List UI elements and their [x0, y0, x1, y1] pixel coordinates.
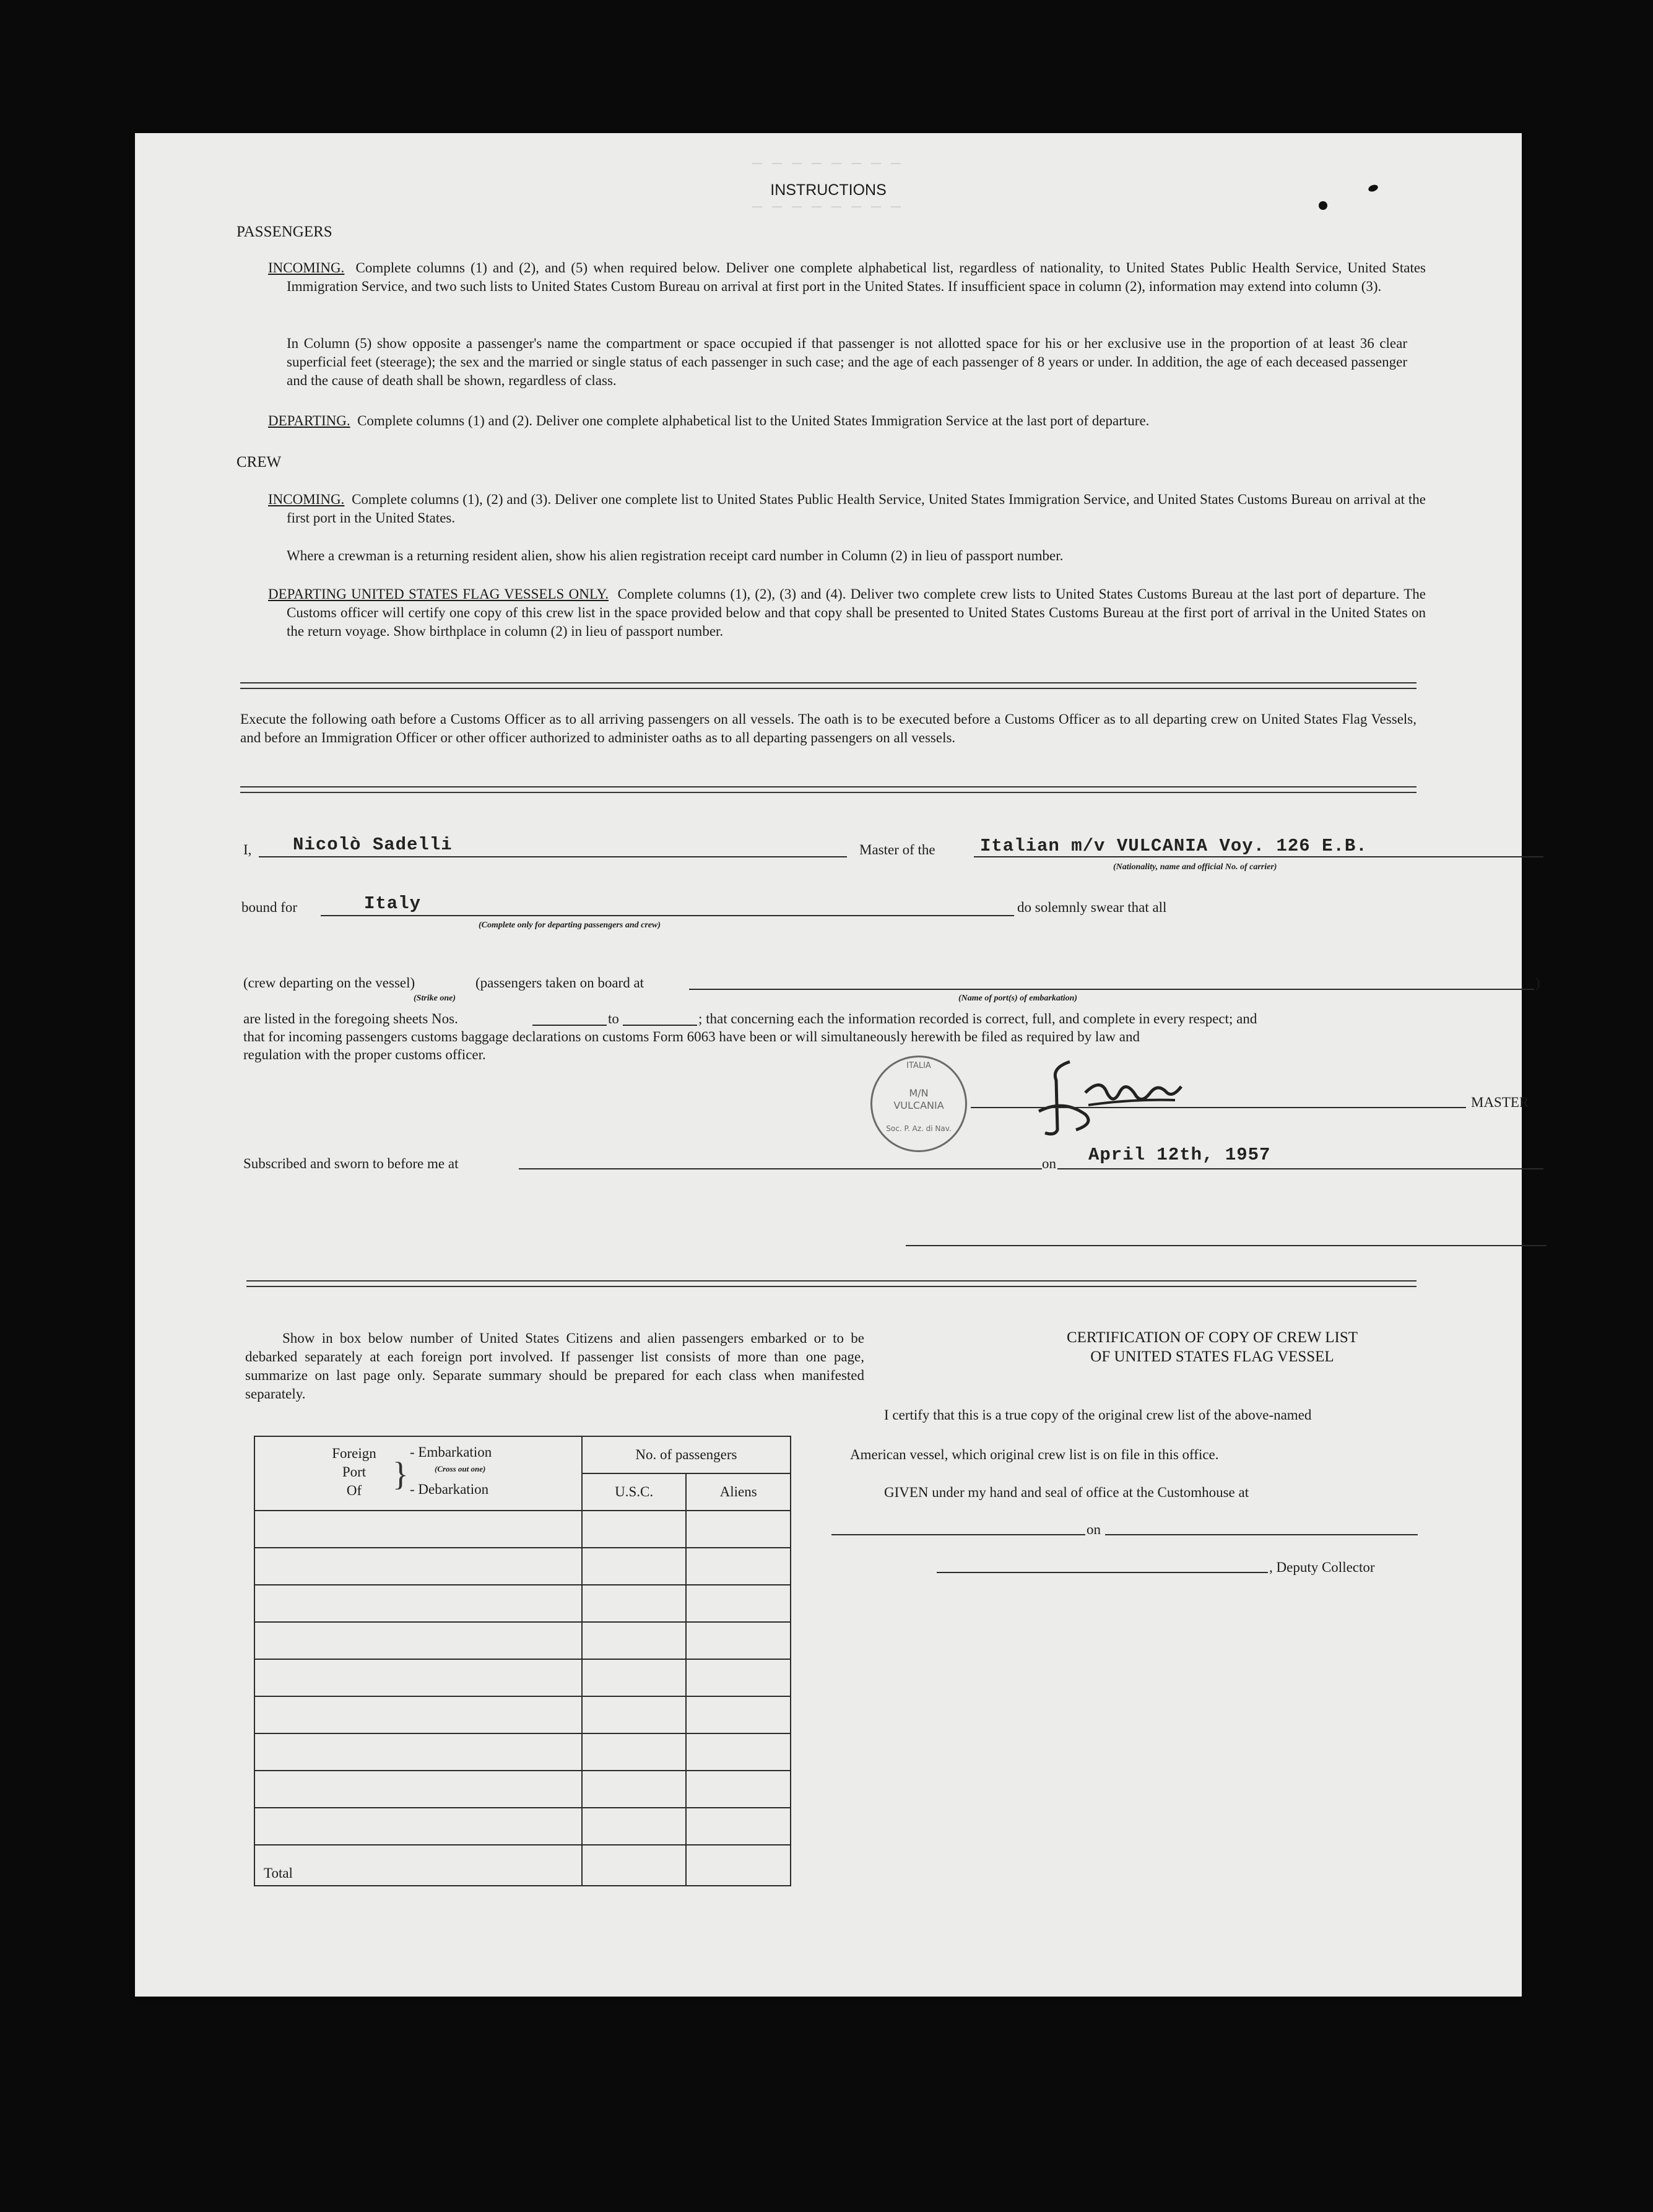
on-label: on: [1042, 1156, 1056, 1171]
passengers-departing-label: DEPARTING.: [268, 413, 350, 428]
sworn-date-line: [1057, 1168, 1543, 1169]
subscribed-label: Subscribed and sworn to before me at: [243, 1156, 459, 1171]
faint-header-top: — — — — — — — —: [752, 158, 905, 168]
certify-line1: I certify that this is a true copy of the original crew list of the above-named: [884, 1407, 1312, 1423]
close-paren: ): [1535, 975, 1540, 991]
certification-title-line2: OF UNITED STATES FLAG VESSEL: [1090, 1348, 1334, 1365]
port-header-cell: [254, 1436, 582, 1511]
aliens-header: Aliens: [686, 1473, 791, 1511]
passengers-incoming-text: Complete columns (1) and (2), and (5) when required below. Deliver one complete alphabetical list, regardless of nationality, to United States Public Health Service, United States Immigration Service, and two such lists to United States Custom Bureau on arrival at first port in the United States. If insufficient space in column (2), information may extend into column (3).: [287, 260, 1426, 294]
crew-departing-option: (crew departing on the vessel): [243, 975, 415, 991]
cross-out-caption: (Cross out one): [435, 1464, 486, 1473]
deputy-collector-line[interactable]: [937, 1572, 1268, 1573]
cert-date-line[interactable]: [1105, 1534, 1418, 1535]
faint-header-bottom: — — — — — — — —: [752, 201, 905, 212]
section-divider: [240, 786, 1417, 793]
stamp-line2: VULCANIA: [893, 1099, 944, 1111]
table-row: [254, 1659, 791, 1696]
certify-line2: American vessel, which original crew list is on file in this office.: [850, 1447, 1219, 1462]
listed-prefix: are listed in the foregoing sheets Nos.: [243, 1011, 458, 1026]
swear-text: do solemnly swear that all: [1017, 900, 1167, 915]
bound-for-label: bound for: [241, 900, 298, 915]
table-row: [254, 1808, 791, 1845]
subscribed-place-line[interactable]: [519, 1168, 1042, 1169]
stamp-ring-top: ITALIA: [906, 1061, 931, 1070]
oath-intro: Execute the following oath before a Customs Officer as to all arriving passengers on all vessels. The oath is to be executed before a Customs Officer as to all departing crew on United States Flag Vessels, and before an Immigration Officer or other officer authorized to administer oaths as to all departing passengers on all vessels.: [240, 711, 1417, 745]
to-label: to: [608, 1011, 619, 1026]
stamp-ring-bottom: Soc. P. Az. di Nav.: [886, 1124, 952, 1133]
section-divider: [246, 1280, 1417, 1287]
passenger-summary-table: [254, 1436, 791, 1886]
crew-incoming-label: INCOMING.: [268, 492, 345, 507]
crew-departing-instructions: [268, 585, 1426, 641]
sworn-date-field[interactable]: April 12th, 1957: [1088, 1145, 1271, 1165]
passengers-departing-instructions: [268, 412, 1407, 430]
master-name-line: [259, 856, 847, 857]
total-label: Total: [254, 1845, 582, 1886]
strike-caption: (Strike one): [414, 994, 456, 1003]
crew-departing-label: DEPARTING UNITED STATES FLAG VESSELS ONLY.: [268, 586, 609, 602]
crew-incoming-instructions: [268, 490, 1426, 527]
oath-i-label: I,: [243, 842, 252, 857]
passengers-board-option: (passengers taken on board at: [475, 975, 644, 991]
crew-resident-alien-note: Where a crewman is a returning resident alien, show his alien registration receipt card number in Column (2) in lieu of passport number.: [287, 548, 1064, 563]
vessel-field[interactable]: Italian m/v VULCANIA Voy. 126 E.B.: [980, 836, 1368, 856]
ports-caption: (Name of port(s) of embarkation): [958, 994, 1078, 1003]
table-row: [254, 1511, 791, 1548]
customhouse-place-line[interactable]: [831, 1534, 1085, 1535]
certification-title: [903, 1328, 1522, 1366]
crew-heading: CREW: [236, 454, 282, 471]
master-label: MASTER: [1471, 1095, 1529, 1110]
debarkation-label: - Debarkation: [410, 1481, 489, 1497]
vessel-seal-stamp: [870, 1056, 967, 1152]
foreign-label: Foreign: [332, 1446, 376, 1461]
no-passengers-header: No. of passengers: [582, 1436, 791, 1473]
table-row: [254, 1622, 791, 1659]
brace-glyph: }: [393, 1455, 409, 1493]
master-of-label: Master of the: [859, 842, 935, 857]
embarkation-label: - Embarkation: [410, 1444, 492, 1460]
master-signature-line[interactable]: [971, 1107, 1466, 1108]
listed-suffix: ; that concerning each the information recorded is correct, full, and complete in every respect; and: [698, 1011, 1257, 1026]
ink-spot-mark: [1319, 201, 1327, 210]
sheet-to-line[interactable]: [623, 1025, 697, 1026]
embarkation-ports-line[interactable]: [689, 989, 1534, 990]
bound-for-field[interactable]: Italy: [364, 893, 422, 914]
of-label: Of: [346, 1483, 362, 1498]
bound-for-line: [321, 915, 1014, 916]
summary-intro: Show in box below number of United States Citizens and alien passengers embarked or to be debarked separately at each foreign port involved. If passenger list consists of more than one page, summarize on last page only. Separate summary should be prepared for each class when manifested separately.: [245, 1330, 864, 1402]
crew-list-form-page: [135, 133, 1540, 1997]
given-text: GIVEN under my hand and seal of office at the Customhouse at: [884, 1485, 1249, 1500]
vessel-caption: (Nationality, name and official No. of carrier): [1113, 862, 1277, 872]
passengers-column5-instructions: In Column (5) show opposite a passenger's name the compartment or space occupied if that passenger is not allotted space for his or her exclusive use in the proportion of at least 36 clear superficial feet (steerage); the sex and the married or single status of each passenger in such case; and the age of each passenger of 8 years or under. In addition, the age of each deceased passenger and the cause of death shall be shown, regardless of class.: [287, 336, 1407, 388]
passengers-heading: PASSENGERS: [236, 223, 332, 240]
certification-title-line1: CERTIFICATION OF COPY OF CREW LIST: [1066, 1329, 1358, 1346]
table-row: [254, 1585, 791, 1622]
deputy-collector-label: , Deputy Collector: [1269, 1559, 1375, 1575]
crew-incoming-text: Complete columns (1), (2) and (3). Deliver one complete list to United States Public Health Service, United States Immigration Service, and United States Customs Bureau on arrival at the first port in the United States.: [287, 492, 1426, 526]
baggage-text: that for incoming passengers customs baggage declarations on customs Form 6063 have been or will simultaneously herewith be filed as required by law and: [243, 1029, 1140, 1044]
passengers-incoming-instructions: [268, 259, 1426, 296]
instructions-title: INSTRUCTIONS: [770, 181, 887, 199]
table-row: [254, 1733, 791, 1771]
port-label: Port: [342, 1464, 367, 1480]
stamp-line1: M/N: [909, 1087, 929, 1099]
regulation-text: regulation with the proper customs officer.: [243, 1047, 486, 1062]
master-name-field[interactable]: Nicolò Sadelli: [293, 835, 453, 855]
section-divider: [240, 682, 1417, 689]
vessel-line: [974, 856, 1543, 857]
passengers-incoming-label: INCOMING.: [268, 260, 345, 275]
officer-signature-line[interactable]: [906, 1245, 1547, 1246]
cert-on-label: on: [1087, 1522, 1101, 1537]
table-row: [254, 1771, 791, 1808]
master-signature: [1026, 1056, 1187, 1142]
ink-spot-mark: [1368, 184, 1379, 193]
crew-departing-text: Complete columns (1), (2), (3) and (4). Deliver two complete crew lists to United States Customs Bureau at the last port of departure. The Customs officer will certify one copy of this crew list in the space provided below and that copy shall be presented to United States Customs Bureau at the first port of arrival in the United States on the return voyage. Show birthplace in column (2) in lieu of passport number.: [287, 586, 1426, 639]
table-row: [254, 1696, 791, 1733]
passengers-departing-text: Complete columns (1) and (2). Deliver one complete alphabetical list to the United States Immigration Service at the last port of departure.: [357, 413, 1150, 428]
usc-header: U.S.C.: [582, 1473, 687, 1511]
sheet-from-line[interactable]: [532, 1025, 607, 1026]
total-row: [254, 1845, 791, 1886]
table-row: [254, 1548, 791, 1585]
bound-for-caption: (Complete only for departing passengers and crew): [479, 921, 661, 930]
